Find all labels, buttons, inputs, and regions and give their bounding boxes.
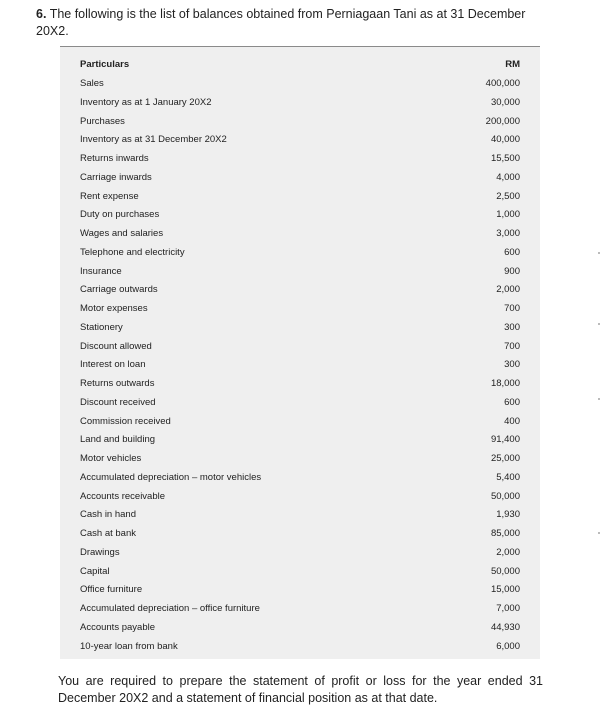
question-number: 6. — [36, 7, 47, 21]
row-particulars: Wages and salaries — [80, 228, 164, 239]
row-amount: 50,000 — [490, 490, 520, 502]
row-amount: 400 — [504, 415, 520, 427]
table-row — [80, 243, 520, 262]
table-row — [80, 280, 520, 299]
row-amount: 1,000 — [496, 209, 520, 221]
row-particulars: Discount received — [80, 396, 156, 408]
table-row — [80, 168, 520, 187]
table-row — [80, 487, 520, 506]
row-amount: 600 — [504, 246, 520, 258]
row-particulars: Purchases — [80, 115, 125, 127]
row-particulars: Accounts receivable — [80, 490, 166, 502]
table-row — [80, 149, 520, 168]
row-amount: 900 — [504, 265, 520, 277]
scan-mark — [598, 398, 600, 400]
row-amount: 600 — [504, 396, 520, 408]
row-amount: 85,000 — [490, 528, 520, 539]
table-row — [80, 505, 520, 524]
table-row — [80, 224, 520, 243]
row-amount: 700 — [504, 303, 520, 314]
row-particulars: Cash at bank — [80, 528, 136, 539]
question-body: The following is the list of balances obtained from Perniagaan Tani as at 31 December 20X2. — [36, 7, 526, 38]
row-particulars: Accounts payable — [80, 621, 155, 633]
table-row — [80, 130, 520, 149]
row-amount: 44,930 — [490, 621, 520, 633]
table-row — [80, 374, 520, 393]
row-particulars: Duty on purchases — [80, 209, 160, 221]
table-row — [80, 543, 520, 562]
row-amount: 50,000 — [490, 565, 520, 577]
balances-table — [60, 46, 540, 659]
table-row — [80, 318, 520, 337]
row-particulars: Land and building — [80, 434, 156, 446]
row-amount: 4,000 — [496, 171, 520, 183]
table-row — [80, 412, 520, 431]
table-row — [80, 93, 520, 112]
row-particulars: Interest on loan — [80, 359, 146, 371]
header-particulars: Particulars — [80, 59, 130, 70]
row-amount: 18,000 — [490, 378, 520, 389]
row-particulars: Office furniture — [80, 584, 143, 596]
row-particulars: Returns outwards — [80, 378, 155, 389]
row-particulars: Carriage inwards — [80, 171, 152, 183]
table-row — [80, 618, 520, 637]
row-amount: 15,500 — [490, 153, 520, 164]
row-amount: 2,000 — [496, 284, 520, 296]
row-amount: 15,000 — [490, 584, 520, 596]
row-particulars: Insurance — [80, 265, 122, 277]
row-amount: 5,400 — [496, 471, 520, 483]
table-row — [80, 468, 520, 487]
table-row — [80, 205, 520, 224]
table-row — [80, 562, 520, 581]
row-amount: 91,400 — [490, 434, 520, 446]
scan-mark — [598, 252, 600, 254]
row-particulars: Telephone and electricity — [80, 246, 185, 258]
row-particulars: Discount allowed — [80, 340, 152, 352]
table-row — [80, 337, 520, 356]
row-particulars: Carriage outwards — [80, 284, 158, 296]
row-particulars: Drawings — [80, 546, 120, 558]
row-particulars: Sales — [80, 78, 104, 89]
row-particulars: Commission received — [80, 415, 171, 427]
row-amount: 2,000 — [496, 546, 520, 558]
table-row — [80, 449, 520, 468]
scan-mark — [598, 323, 600, 325]
row-particulars: Returns inwards — [80, 153, 149, 164]
row-amount: 300 — [504, 359, 520, 371]
row-particulars: Motor expenses — [80, 303, 148, 314]
row-particulars: Inventory as at 31 December 20X2 — [80, 134, 227, 146]
table-row — [80, 599, 520, 618]
row-amount: 7,000 — [496, 603, 520, 614]
row-amount: 300 — [504, 321, 520, 333]
row-particulars: Stationery — [80, 321, 123, 333]
row-amount: 1,930 — [496, 509, 520, 521]
row-particulars: Motor vehicles — [80, 453, 142, 464]
question-text — [36, 6, 546, 40]
table-row — [80, 393, 520, 412]
table-row — [80, 112, 520, 131]
row-amount: 200,000 — [485, 115, 520, 127]
table-row — [80, 580, 520, 599]
row-amount: 30,000 — [490, 96, 520, 108]
row-particulars: Accumulated depreciation – motor vehicles — [80, 471, 262, 483]
table-row — [80, 262, 520, 281]
row-amount: 40,000 — [490, 134, 520, 146]
row-particulars: Rent expense — [80, 190, 139, 202]
table-row — [80, 524, 520, 543]
row-amount: 25,000 — [490, 453, 520, 464]
row-particulars: 10-year loan from bank — [80, 640, 178, 652]
row-amount: 6,000 — [496, 640, 520, 652]
row-particulars: Capital — [80, 565, 110, 577]
header-amount: RM — [505, 59, 520, 70]
row-amount: 700 — [504, 340, 520, 352]
row-particulars: Accumulated depreciation – office furniture — [80, 603, 260, 614]
row-amount: 3,000 — [496, 228, 520, 239]
table-row — [80, 430, 520, 449]
table-row — [80, 637, 520, 656]
table-header — [80, 55, 520, 74]
table-row — [80, 187, 520, 206]
row-amount: 400,000 — [485, 78, 520, 89]
scan-mark — [598, 532, 600, 534]
row-particulars: Inventory as at 1 January 20X2 — [80, 96, 212, 108]
row-particulars: Cash in hand — [80, 509, 136, 521]
instruction-text: You are required to prepare the statement of profit or loss for the year ended 31 December 20X2 and a statement of financial position as at that date. — [58, 674, 543, 705]
table-row — [80, 74, 520, 93]
table-row — [80, 299, 520, 318]
table-row — [80, 355, 520, 374]
row-amount: 2,500 — [496, 190, 520, 202]
